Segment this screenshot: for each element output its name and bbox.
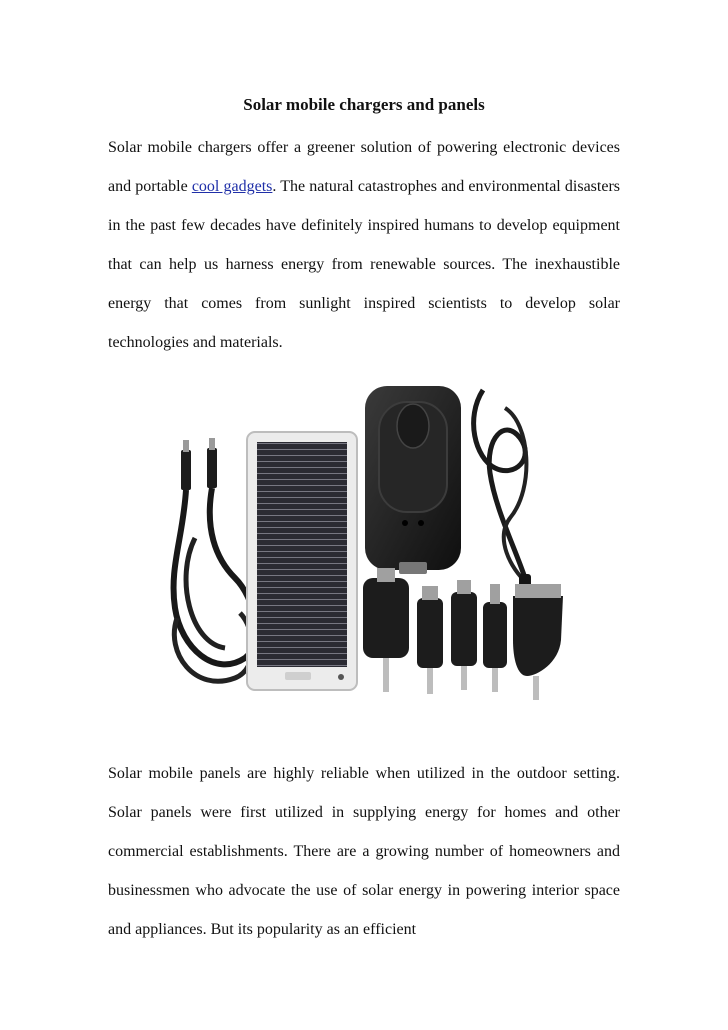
document-title: Solar mobile chargers and panels [243, 95, 485, 114]
paragraph-intro-text-end: . The natural catastrophes and environmental disasters in the past few decades have definitely inspired humans to develop equipment that can help us harness energy from renewable sources. The inexhaustible energy that comes from sunlight inspired scientists to develop solar technologies and materials. [108, 178, 621, 351]
charging-cable [474, 390, 531, 602]
solar-charger-product-photo [165, 378, 570, 733]
paragraph-intro [108, 128, 620, 362]
solar-panel-charger [247, 432, 357, 690]
usb-cable [174, 438, 256, 681]
adapter-tips [363, 568, 563, 700]
cool-gadgets-link[interactable]: cool gadgets [191, 178, 273, 195]
battery-pack [365, 386, 461, 574]
paragraph-panels: Solar mobile panels are highly reliable when utilized in the outdoor setting. Solar panels were first utilized in supplying energy for homes and other commercial establishments. There are a growing number of homeowners and businessmen who advocate the use of solar energy in powering interior space and appliances. But its popularity as an efficient [108, 765, 620, 938]
paragraph-intro-text-start: Solar mobile chargers offer a greener solution of powering electronic devices and portable [108, 139, 620, 195]
